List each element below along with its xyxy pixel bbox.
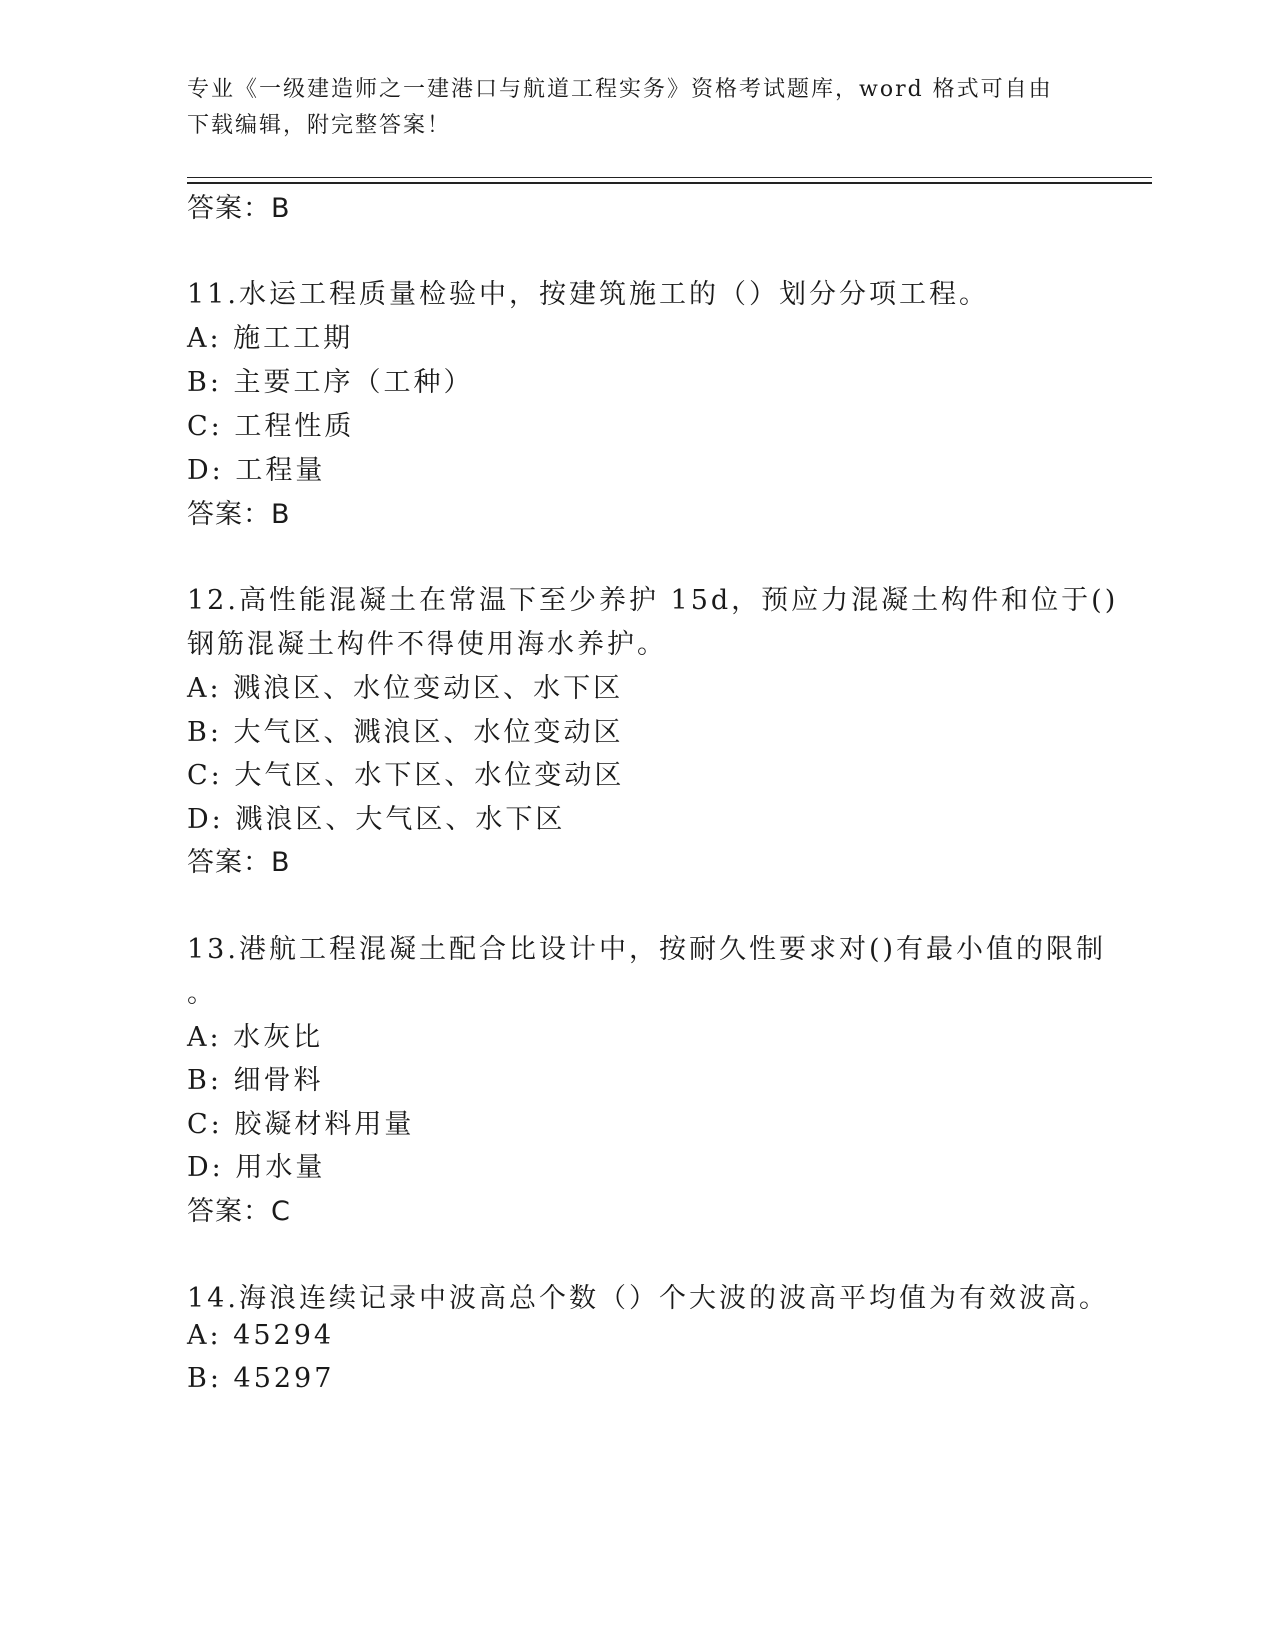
question-11-option-b: B: 主要工序（工种）	[187, 367, 474, 398]
question-13-option-c: C: 胶凝材料用量	[187, 1109, 415, 1140]
question-13-option-d: D: 用水量	[187, 1152, 326, 1183]
question-14-option-a: A: 45294	[187, 1320, 335, 1351]
question-11-option-c: C: 工程性质	[187, 411, 355, 442]
previous-answer: 答案：B	[187, 193, 291, 224]
header-line-2: 下载编辑，附完整答案！	[187, 113, 452, 138]
question-13-option-a: A: 水灰比	[187, 1022, 324, 1053]
question-11-stem: 11.水运工程质量检验中，按建筑施工的（）划分分项工程。	[187, 279, 989, 310]
question-11-option-d: D: 工程量	[187, 455, 326, 486]
question-14-option-b: B: 45297	[187, 1363, 335, 1394]
question-12-answer: 答案：B	[187, 847, 291, 878]
question-13-option-b: B: 细骨料	[187, 1065, 324, 1096]
question-12-option-b: B: 大气区、溅浪区、水位变动区	[187, 717, 624, 748]
question-11-answer: 答案：B	[187, 499, 291, 530]
header-rule-thin	[187, 177, 1152, 178]
question-12-option-d: D: 溅浪区、大气区、水下区	[187, 804, 566, 835]
question-13-stem-line-1: 13.港航工程混凝土配合比设计中，按耐久性要求对()有最小值的限制	[187, 934, 1107, 965]
question-11-option-a: A: 施工工期	[187, 323, 354, 354]
question-12-stem-line-1: 12.高性能混凝土在常温下至少养护 15d，预应力混凝土构件和位于()	[187, 585, 1119, 616]
question-12-stem-line-2: 钢筋混凝土构件不得使用海水养护。	[187, 629, 667, 660]
question-12-option-a: A: 溅浪区、水位变动区、水下区	[187, 673, 624, 704]
question-13-answer: 答案：C	[187, 1196, 291, 1227]
question-12-option-c: C: 大气区、水下区、水位变动区	[187, 760, 625, 791]
document-header	[187, 72, 1067, 144]
header-rule-thick	[187, 182, 1152, 184]
question-13-stem-line-2: 。	[187, 978, 217, 1009]
question-14-stem: 14.海浪连续记录中波高总个数（）个大波的波高平均值为有效波高。	[187, 1283, 1109, 1314]
header-line-1: 专业《一级建造师之一建港口与航道工程实务》资格考试题库，word 格式可自由	[187, 77, 1053, 102]
